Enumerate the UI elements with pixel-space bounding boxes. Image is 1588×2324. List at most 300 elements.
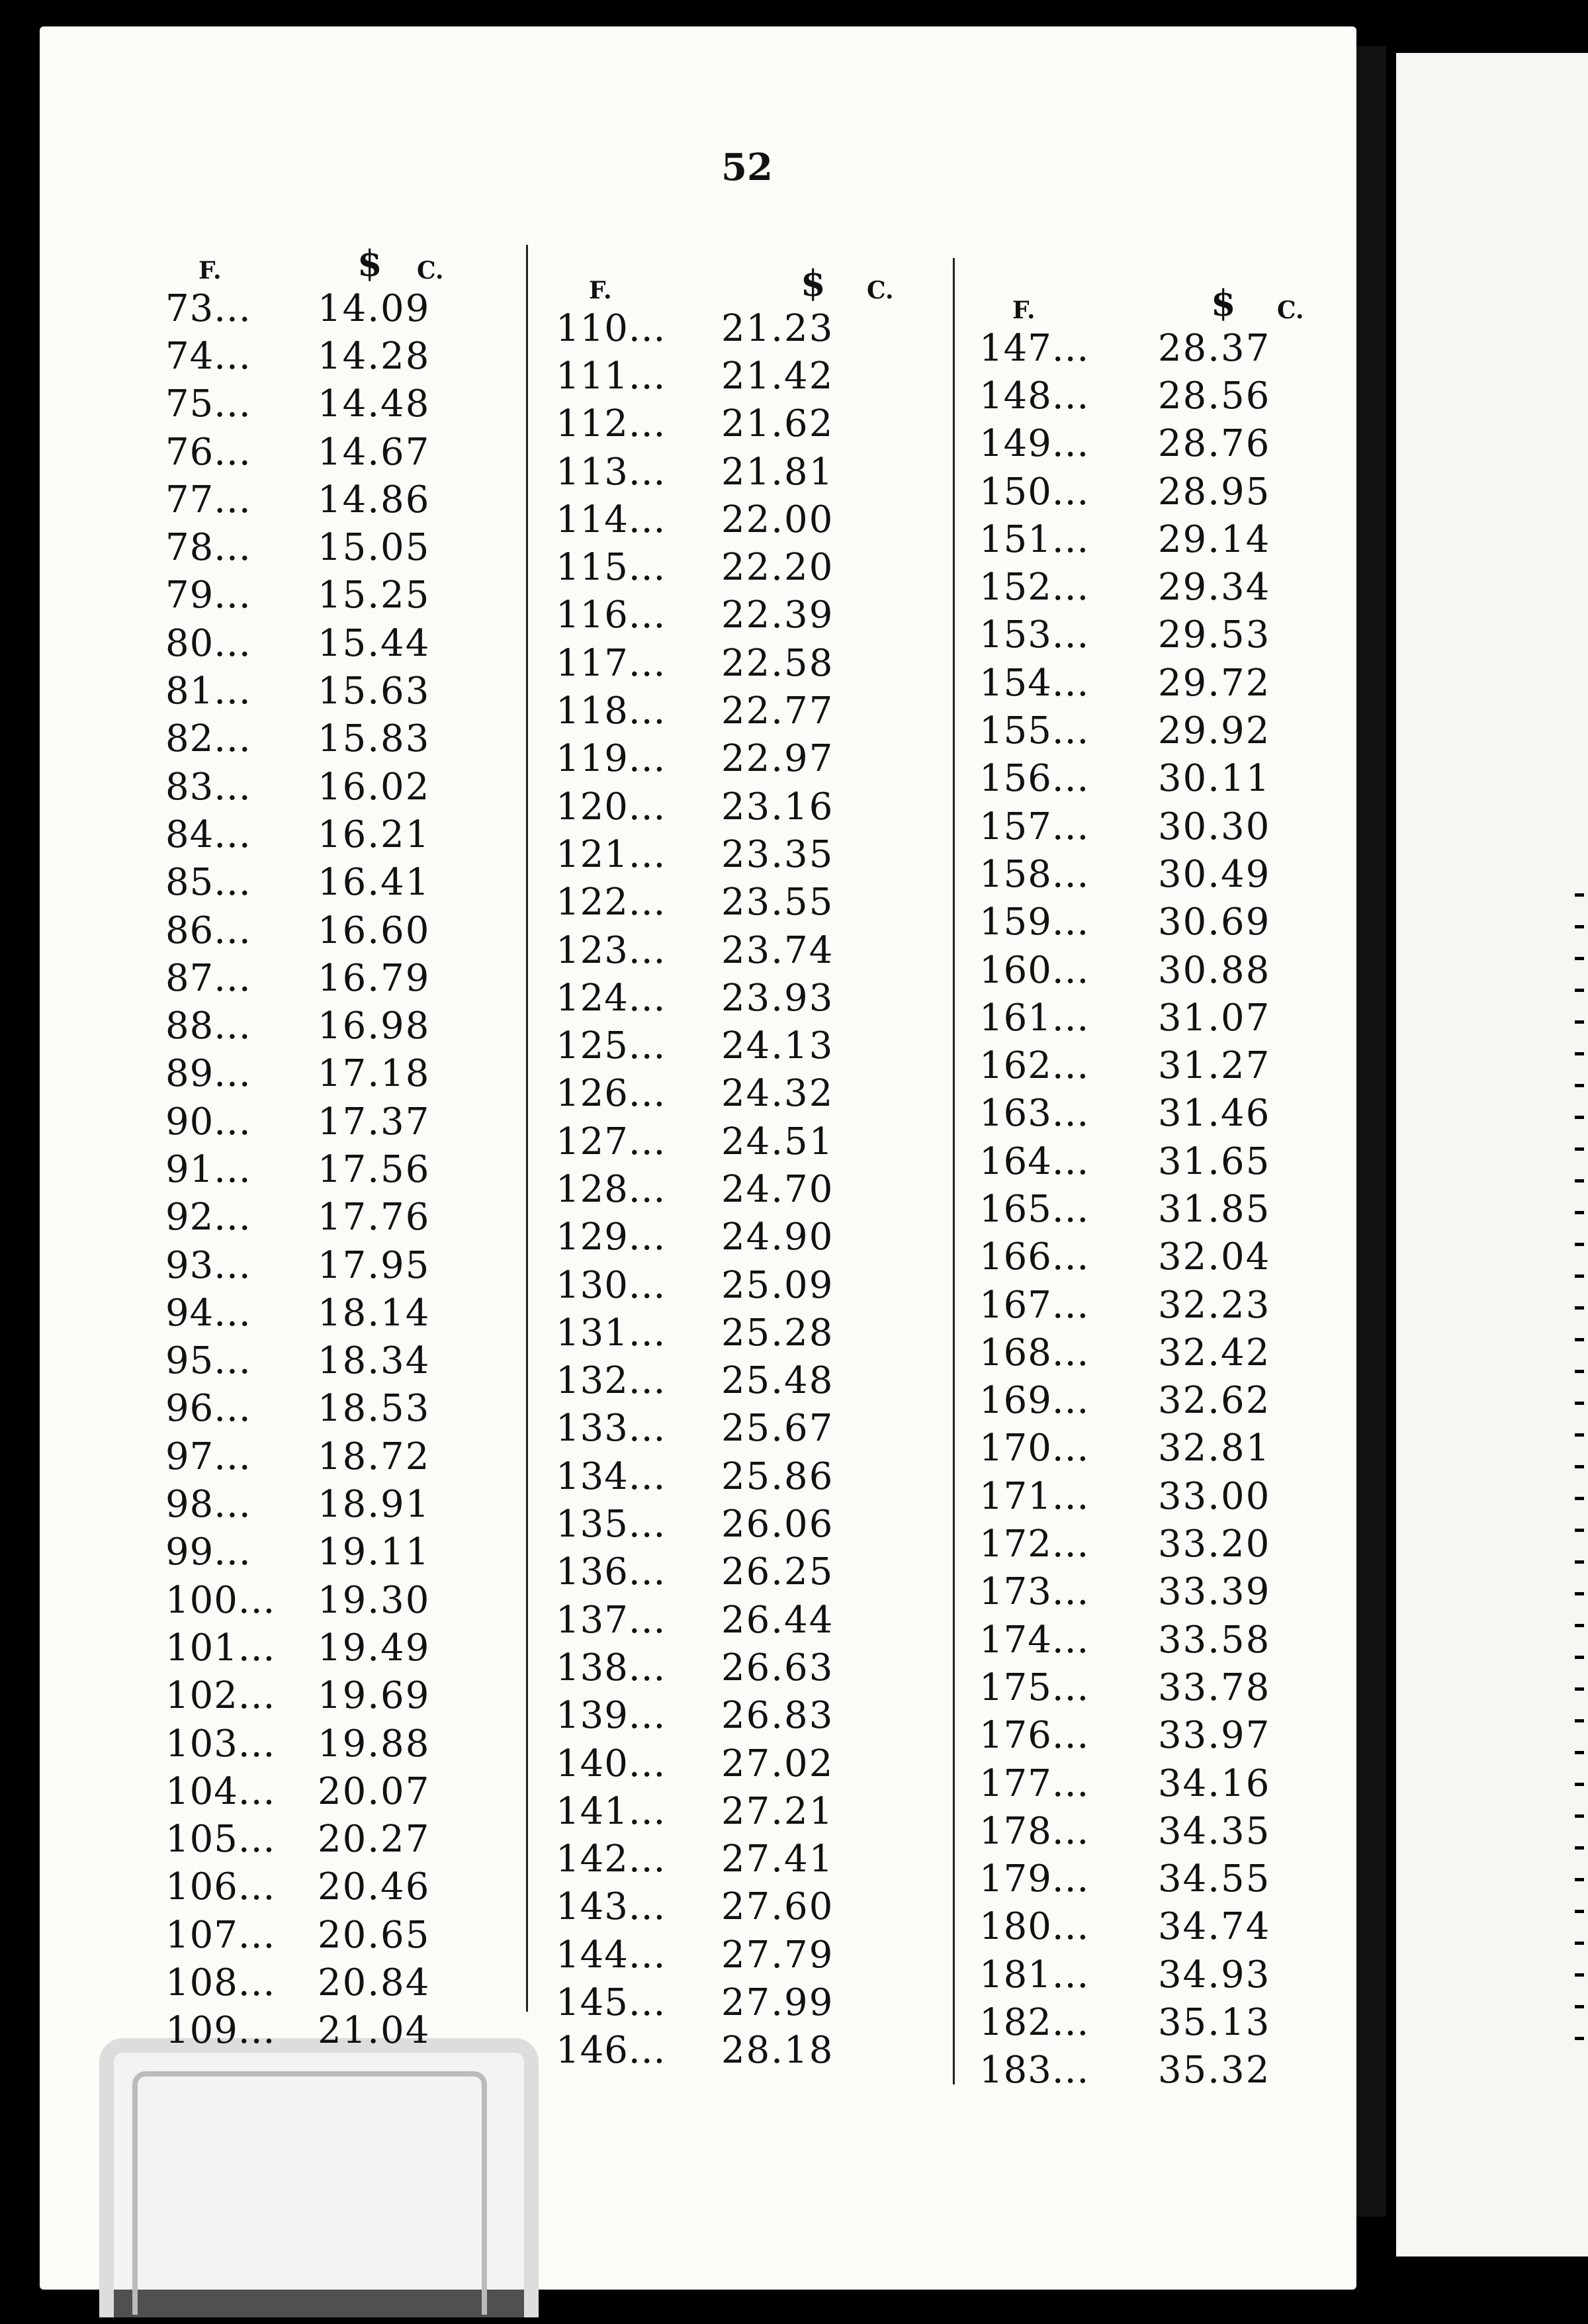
table-row <box>165 428 509 476</box>
amount-cell: 30.88 <box>1158 948 1271 992</box>
rate-cell: 103... <box>165 1722 276 1765</box>
rate-cell: 116... <box>556 594 666 637</box>
table-row <box>165 1959 509 2006</box>
table-row <box>556 496 900 543</box>
rate-cell: 120... <box>556 785 666 828</box>
table-row <box>979 1377 1323 1425</box>
rate-cell: 161... <box>979 996 1090 1040</box>
amount-cell: 34.55 <box>1158 1857 1271 1901</box>
table-row <box>556 1405 900 1452</box>
amount-cell: 17.76 <box>318 1196 431 1239</box>
table-row <box>165 667 509 715</box>
table-row <box>165 907 509 954</box>
amount-cell: 20.07 <box>318 1769 431 1813</box>
table-row <box>979 803 1323 850</box>
rate-cell: 133... <box>556 1407 666 1451</box>
rate-cell: 142... <box>556 1838 666 1881</box>
amount-cell: 20.27 <box>318 1818 431 1861</box>
amount-cell: 29.14 <box>1158 517 1271 561</box>
rate-cell: 83... <box>165 765 251 809</box>
amount-cell: 17.95 <box>318 1243 431 1287</box>
amount-cell: 26.06 <box>721 1503 834 1546</box>
table-row <box>979 1042 1323 1089</box>
amount-cell: 30.49 <box>1158 852 1271 896</box>
rate-cell: 87... <box>165 956 251 1000</box>
amount-cell: 14.09 <box>318 287 431 330</box>
table-row <box>165 1672 509 1720</box>
table-row <box>556 592 900 639</box>
table-row <box>556 1883 900 1931</box>
amount-cell: 24.51 <box>721 1120 834 1163</box>
table-row <box>165 619 509 667</box>
rate-cell: 174... <box>979 1618 1090 1662</box>
amount-cell: 28.95 <box>1158 470 1271 514</box>
rate-cell: 177... <box>979 1762 1090 1805</box>
table-row <box>556 735 900 783</box>
rate-cell: 175... <box>979 1666 1090 1709</box>
table-row <box>979 707 1323 754</box>
rate-cell: 86... <box>165 909 251 952</box>
amount-cell: 25.86 <box>721 1454 834 1498</box>
rate-cell: 73... <box>165 287 251 330</box>
table-row <box>165 1002 509 1050</box>
table-row <box>979 1472 1323 1520</box>
rate-cell: 164... <box>979 1140 1090 1183</box>
table-row <box>979 1233 1323 1281</box>
table-row <box>556 2027 900 2075</box>
amount-cell: 22.58 <box>721 641 834 685</box>
amount-cell: 22.97 <box>721 737 834 781</box>
amount-cell: 27.60 <box>721 1885 834 1929</box>
rate-cell: 90... <box>165 1100 251 1143</box>
table-row <box>556 1070 900 1118</box>
amount-cell: 16.98 <box>318 1005 431 1048</box>
amount-cell: 27.79 <box>721 1933 834 1977</box>
rate-cell: 160... <box>979 948 1090 992</box>
amount-cell: 28.56 <box>1158 374 1271 418</box>
table-row <box>165 763 509 811</box>
rate-cell: 111... <box>556 354 666 398</box>
table-row <box>979 468 1323 515</box>
rate-cell: 117... <box>556 641 666 685</box>
rate-cell: 76... <box>165 430 251 474</box>
amount-cell: 15.44 <box>318 621 431 665</box>
table-row <box>556 1261 900 1309</box>
rate-cell: 179... <box>979 1857 1090 1901</box>
amount-cell: 31.85 <box>1158 1187 1271 1231</box>
table-row <box>979 1807 1323 1855</box>
table-row <box>979 1281 1323 1329</box>
amount-cell: 30.69 <box>1158 901 1271 944</box>
header-dollars: $ <box>1211 282 1236 324</box>
header-cents: C. <box>867 277 894 304</box>
table-row <box>556 879 900 926</box>
table-row <box>165 1145 509 1193</box>
rate-cell: 93... <box>165 1243 251 1287</box>
rate-cell: 176... <box>979 1714 1090 1758</box>
table-row <box>165 1816 509 1863</box>
table-row <box>556 304 900 352</box>
table-row <box>165 1529 509 1576</box>
amount-cell: 21.62 <box>721 402 834 446</box>
amount-cell: 28.18 <box>721 2029 834 2073</box>
rate-cell: 89... <box>165 1052 251 1096</box>
column-divider <box>526 245 528 2012</box>
facing-page-dotted-edge <box>1575 893 1584 2058</box>
table-row <box>556 1452 900 1500</box>
table-row <box>556 830 900 878</box>
amount-cell: 19.88 <box>318 1722 431 1765</box>
table-row <box>979 1329 1323 1376</box>
amount-cell: 27.21 <box>721 1789 834 1833</box>
table-row <box>979 899 1323 946</box>
rate-cell: 99... <box>165 1531 251 1574</box>
table-row <box>165 523 509 571</box>
amount-cell: 20.46 <box>318 1865 431 1909</box>
rate-cell: 122... <box>556 881 666 924</box>
table-row <box>165 1433 509 1480</box>
amount-cell: 29.53 <box>1158 613 1271 657</box>
rate-cell: 77... <box>165 478 251 521</box>
table-row <box>165 2007 509 2055</box>
table-row <box>556 1979 900 2026</box>
rate-cell: 130... <box>556 1263 666 1307</box>
table-row <box>979 611 1323 659</box>
table-row <box>165 1050 509 1098</box>
amount-cell: 26.63 <box>721 1646 834 1689</box>
table-row <box>979 994 1323 1042</box>
amount-cell: 29.34 <box>1158 566 1271 609</box>
amount-cell: 15.05 <box>318 526 431 570</box>
rate-cell: 171... <box>979 1474 1090 1518</box>
table-row <box>165 1194 509 1241</box>
amount-cell: 28.37 <box>1158 326 1271 370</box>
amount-cell: 22.39 <box>721 594 834 637</box>
rate-cell: 178... <box>979 1809 1090 1853</box>
rate-cell: 154... <box>979 661 1090 705</box>
facing-page-edge <box>1396 53 1588 2257</box>
amount-cell: 24.70 <box>721 1167 834 1211</box>
amount-cell: 19.69 <box>318 1674 431 1718</box>
table-row <box>979 850 1323 898</box>
amount-cell: 18.14 <box>318 1291 431 1335</box>
amount-cell: 32.23 <box>1158 1283 1271 1327</box>
table-row <box>165 1720 509 1767</box>
amount-cell: 16.79 <box>318 956 431 1000</box>
table-row <box>979 659 1323 707</box>
amount-cell: 34.16 <box>1158 1762 1271 1805</box>
table-row <box>979 1185 1323 1233</box>
table-row <box>556 1644 900 1691</box>
rate-cell: 98... <box>165 1483 251 1527</box>
rate-cell: 102... <box>165 1674 276 1718</box>
rate-cell: 173... <box>979 1570 1090 1614</box>
table-row <box>556 1357 900 1405</box>
table-row <box>165 715 509 763</box>
amount-cell: 26.44 <box>721 1598 834 1642</box>
table-row <box>556 1548 900 1596</box>
table-row <box>979 2047 1323 2094</box>
table-row <box>165 1911 509 1959</box>
rate-cell: 155... <box>979 709 1090 753</box>
rate-cell: 105... <box>165 1818 276 1861</box>
amount-cell: 33.58 <box>1158 1618 1271 1662</box>
table-row <box>556 1836 900 1883</box>
table-row <box>165 1576 509 1624</box>
amount-cell: 14.67 <box>318 430 431 474</box>
table-row <box>556 639 900 687</box>
header-cents: C. <box>417 257 444 285</box>
table-row <box>165 1863 509 1911</box>
rate-cell: 162... <box>979 1044 1090 1088</box>
rate-cell: 109... <box>165 2009 276 2053</box>
rate-cell: 108... <box>165 1961 276 2005</box>
amount-cell: 23.55 <box>721 881 834 924</box>
rate-cell: 75... <box>165 382 251 426</box>
rate-cell: 118... <box>556 690 666 733</box>
rate-cell: 107... <box>165 1913 276 1957</box>
amount-cell: 16.21 <box>318 813 431 856</box>
rate-cell: 157... <box>979 805 1090 848</box>
amount-cell: 32.42 <box>1158 1331 1271 1374</box>
amount-cell: 25.28 <box>721 1311 834 1355</box>
column-header <box>1012 278 1317 324</box>
table-row <box>979 1903 1323 1951</box>
table-row <box>979 1568 1323 1616</box>
amount-cell: 17.37 <box>318 1100 431 1143</box>
rate-cell: 148... <box>979 374 1090 418</box>
amount-cell: 23.35 <box>721 832 834 876</box>
amount-cell: 34.35 <box>1158 1809 1271 1853</box>
table-row <box>556 926 900 974</box>
amount-cell: 19.30 <box>318 1578 431 1622</box>
rate-cell: 158... <box>979 852 1090 896</box>
rate-cell: 152... <box>979 566 1090 609</box>
amount-cell: 17.56 <box>318 1147 431 1191</box>
amount-cell: 18.72 <box>318 1435 431 1478</box>
header-cents: C. <box>1277 296 1304 324</box>
rate-cell: 79... <box>165 574 251 617</box>
amount-cell: 21.04 <box>318 2009 431 2053</box>
rate-cell: 183... <box>979 2049 1090 2092</box>
table-row <box>556 448 900 496</box>
header-feet: F. <box>589 277 612 304</box>
rate-cell: 84... <box>165 813 251 856</box>
amount-cell: 25.09 <box>721 1263 834 1307</box>
amount-cell: 26.83 <box>721 1694 834 1738</box>
table-row <box>556 1118 900 1165</box>
amount-cell: 33.00 <box>1158 1474 1271 1518</box>
amount-cell: 24.32 <box>721 1072 834 1116</box>
header-feet: F. <box>1012 296 1036 324</box>
amount-cell: 15.25 <box>318 574 431 617</box>
table-row <box>165 954 509 1002</box>
rate-cell: 92... <box>165 1196 251 1239</box>
rate-cell: 141... <box>556 1789 666 1833</box>
rate-cell: 153... <box>979 613 1090 657</box>
table-row <box>979 1712 1323 1760</box>
rate-cell: 96... <box>165 1387 251 1431</box>
table-row <box>979 563 1323 611</box>
rate-cell: 139... <box>556 1694 666 1738</box>
table-row <box>165 1624 509 1672</box>
amount-cell: 15.83 <box>318 717 431 761</box>
rate-cell: 129... <box>556 1216 666 1259</box>
rate-cell: 124... <box>556 976 666 1020</box>
amount-cell: 32.81 <box>1158 1427 1271 1470</box>
rate-cell: 100... <box>165 1578 276 1622</box>
amount-cell: 16.60 <box>318 909 431 952</box>
amount-cell: 23.93 <box>721 976 834 1020</box>
table-row <box>556 687 900 735</box>
table-row <box>556 1692 900 1740</box>
table-row <box>979 420 1323 468</box>
table-row <box>979 1664 1323 1711</box>
rate-cell: 134... <box>556 1454 666 1498</box>
amount-cell: 33.97 <box>1158 1714 1271 1758</box>
binder-clip-inner <box>132 2071 487 2315</box>
rate-cell: 169... <box>979 1379 1090 1423</box>
amount-cell: 22.20 <box>721 546 834 590</box>
amount-cell: 34.74 <box>1158 1905 1271 1949</box>
table-row <box>979 515 1323 563</box>
table-row <box>556 1309 900 1357</box>
amount-cell: 27.02 <box>721 1742 834 1785</box>
table-column <box>556 304 900 2075</box>
header-dollars: $ <box>801 262 826 304</box>
amount-cell: 14.28 <box>318 334 431 378</box>
amount-cell: 20.84 <box>318 1961 431 2005</box>
rate-cell: 136... <box>556 1550 666 1594</box>
rate-cell: 80... <box>165 621 251 665</box>
rate-cell: 167... <box>979 1283 1090 1327</box>
rate-cell: 127... <box>556 1120 666 1163</box>
rate-cell: 74... <box>165 334 251 378</box>
amount-cell: 33.20 <box>1158 1523 1271 1566</box>
table-row <box>556 783 900 830</box>
rate-cell: 159... <box>979 901 1090 944</box>
rate-cell: 81... <box>165 670 251 713</box>
rate-cell: 145... <box>556 1981 666 2025</box>
table-row <box>979 1998 1323 2046</box>
rate-cell: 170... <box>979 1427 1090 1470</box>
amount-cell: 30.11 <box>1158 757 1271 801</box>
rate-cell: 180... <box>979 1905 1090 1949</box>
table-row <box>165 285 509 332</box>
table-row <box>556 1022 900 1069</box>
header-feet: F. <box>198 257 222 285</box>
rate-cell: 121... <box>556 832 666 876</box>
rate-cell: 115... <box>556 546 666 590</box>
amount-cell: 18.91 <box>318 1483 431 1527</box>
rate-cell: 91... <box>165 1147 251 1191</box>
table-row <box>165 1098 509 1145</box>
rate-cell: 140... <box>556 1742 666 1785</box>
table-row <box>165 476 509 523</box>
amount-cell: 28.76 <box>1158 422 1271 466</box>
amount-cell: 27.99 <box>721 1981 834 2025</box>
amount-cell: 31.07 <box>1158 996 1271 1040</box>
amount-cell: 32.04 <box>1158 1235 1271 1279</box>
table-row <box>979 1855 1323 1903</box>
amount-cell: 24.13 <box>721 1024 834 1068</box>
table-row <box>165 1241 509 1289</box>
book-spine <box>1356 46 1386 2217</box>
rate-cell: 143... <box>556 1885 666 1929</box>
table-row <box>556 1787 900 1835</box>
amount-cell: 14.48 <box>318 382 431 426</box>
amount-cell: 18.34 <box>318 1339 431 1383</box>
amount-cell: 16.41 <box>318 861 431 905</box>
table-row <box>979 1951 1323 1998</box>
amount-cell: 22.00 <box>721 498 834 541</box>
column-header <box>198 238 503 285</box>
amount-cell: 21.81 <box>721 450 834 494</box>
amount-cell: 33.39 <box>1158 1570 1271 1614</box>
amount-cell: 19.49 <box>318 1626 431 1670</box>
amount-cell: 34.93 <box>1158 1953 1271 1996</box>
table-column <box>165 285 509 2055</box>
table-row <box>556 1931 900 1979</box>
rate-cell: 131... <box>556 1311 666 1355</box>
rate-cell: 132... <box>556 1359 666 1403</box>
table-row <box>165 811 509 858</box>
column-header <box>589 258 893 304</box>
amount-cell: 29.72 <box>1158 661 1271 705</box>
amount-cell: 31.27 <box>1158 1044 1271 1088</box>
rate-cell: 110... <box>556 306 666 350</box>
column-divider <box>953 258 955 2084</box>
table-row <box>979 372 1323 420</box>
amount-cell: 24.90 <box>721 1216 834 1259</box>
rate-cell: 114... <box>556 498 666 541</box>
amount-cell: 31.46 <box>1158 1092 1271 1136</box>
amount-cell: 33.78 <box>1158 1666 1271 1709</box>
rate-cell: 135... <box>556 1503 666 1546</box>
rate-cell: 123... <box>556 928 666 972</box>
amount-cell: 19.11 <box>318 1531 431 1574</box>
table-row <box>165 332 509 380</box>
rate-cell: 151... <box>979 517 1090 561</box>
table-row <box>979 1090 1323 1138</box>
rate-cell: 156... <box>979 757 1090 801</box>
table-row <box>165 1480 509 1528</box>
table-row <box>165 1767 509 1815</box>
rate-cell: 112... <box>556 402 666 446</box>
table-row <box>556 974 900 1022</box>
header-dollars: $ <box>357 242 382 285</box>
table-row <box>556 1214 900 1261</box>
table-row <box>556 1740 900 1787</box>
table-row <box>556 543 900 591</box>
amount-cell: 15.63 <box>318 670 431 713</box>
amount-cell: 35.32 <box>1158 2049 1271 2092</box>
amount-cell: 27.41 <box>721 1838 834 1881</box>
table-row <box>165 1337 509 1385</box>
rate-cell: 97... <box>165 1435 251 1478</box>
table-row <box>165 1385 509 1433</box>
rate-cell: 119... <box>556 737 666 781</box>
amount-cell: 35.13 <box>1158 2001 1271 2045</box>
amount-cell: 21.42 <box>721 354 834 398</box>
table-row <box>979 1616 1323 1664</box>
rate-cell: 88... <box>165 1005 251 1048</box>
table-row <box>979 324 1323 372</box>
rate-cell: 144... <box>556 1933 666 1977</box>
table-row <box>165 380 509 428</box>
table-row <box>556 1596 900 1644</box>
amount-cell: 29.92 <box>1158 709 1271 753</box>
